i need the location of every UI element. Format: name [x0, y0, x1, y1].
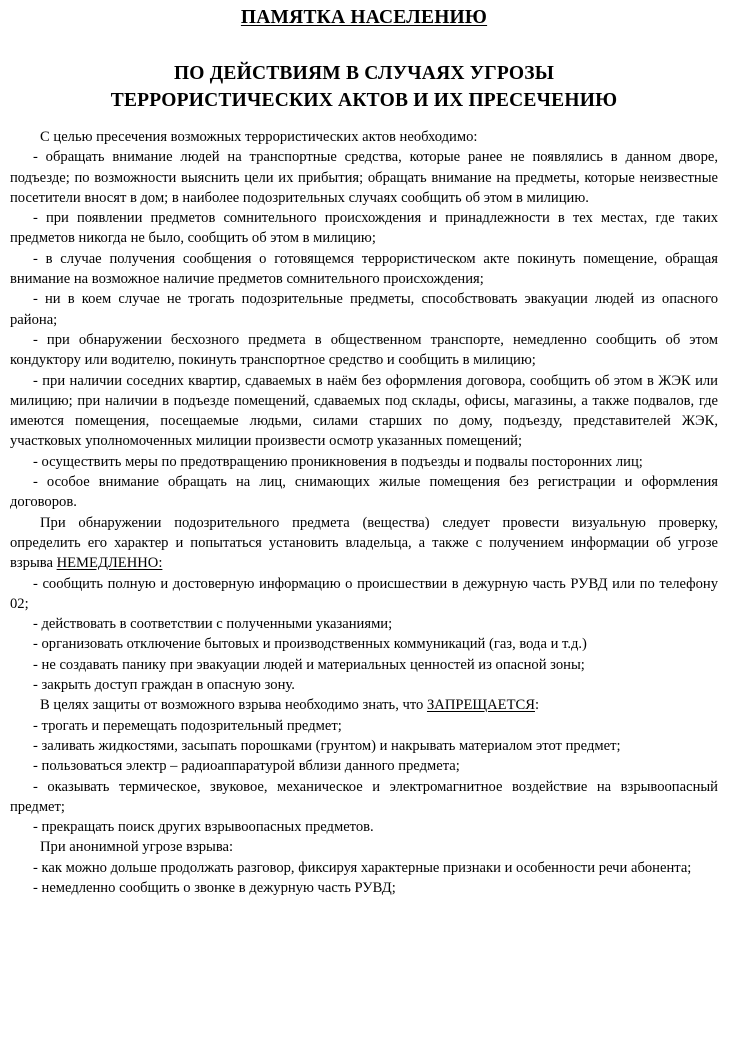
list-item: - ни в коем случае не трогать подозрительные предметы, способствовать эвакуации людей из опасного района; — [10, 291, 718, 328]
suspicious-object-text: При обнаружении подозрительного предмета (вещества) следует провести визуальную проверку, определить его характер и попытаться установить владельца, а также с получением информации об угрозе взрыва — [10, 514, 718, 572]
prohibited-text: В целях защиты от возможного взрыва необходимо знать, что — [40, 697, 427, 714]
list-item: - заливать жидкостями, засыпать порошками (грунтом) и накрывать материалом этот предмет; — [33, 737, 621, 754]
list-item: - прекращать поиск других взрывоопасных предметов. — [33, 819, 374, 836]
subtitle-line-1: ПО ДЕЙСТВИЯМ В СЛУЧАЯХ УГРОЗЫ — [173, 63, 555, 84]
prohibited-paragraph — [10, 695, 718, 715]
document-subtitle — [10, 60, 718, 114]
subtitle-line-2: ТЕРРОРИСТИЧЕСКИХ АКТОВ И ИХ ПРЕСЕЧЕНИЮ — [110, 90, 618, 111]
list-item: - обращать внимание людей на транспортные средства, которые ранее не появлялись в данном дворе, подъезде; по возможности выяснить цели их прибытия; обращать внимание на предметы, которые неизвестные посетители вносят в дом; в наиболее подозрительных случаях сообщить об этом в милицию. — [10, 149, 718, 206]
list-item: - сообщить полную и достоверную информацию о происшествии в дежурную часть РУВД или по телефону 02; — [10, 575, 718, 612]
list-item: - закрыть доступ граждан в опасную зону. — [33, 677, 295, 694]
document-body — [10, 127, 718, 898]
list-item: - осуществить меры по предотвращению проникновения в подъезды и подвалы посторонних лиц; — [33, 453, 643, 470]
list-item: - трогать и перемещать подозрительный предмет; — [33, 717, 342, 734]
list-item: - особое внимание обращать на лиц, снимающих жилые помещения без регистрации и оформления договоров. — [10, 474, 718, 511]
list-item: - в случае получения сообщения о готовящемся террористическом акте покинуть помещение, обращая внимание на возможное наличие предметов сомнительного происхождения; — [10, 250, 718, 288]
prohibited-colon: : — [534, 697, 540, 714]
list-item: - организовать отключение бытовых и производственных коммуникаций (газ, вода и т.д.) — [33, 636, 587, 653]
document-title: ПАМЯТКА НАСЕЛЕНИЮ — [240, 7, 488, 28]
suspicious-object-paragraph — [10, 513, 718, 574]
immediately-emphasis: НЕМЕДЛЕННО: — [56, 555, 163, 572]
list-item: - как можно дольше продолжать разговор, фиксируя характерные признаки и особенности речи абонента; — [33, 859, 692, 876]
list-item: - немедленно сообщить о звонке в дежурную часть РУВД; — [33, 879, 396, 896]
intro-paragraph: С целью пресечения возможных террористических актов необходимо: — [40, 129, 478, 145]
list-item: - пользоваться электр – радиоаппаратурой вблизи данного предмета; — [33, 758, 460, 775]
list-item: - действовать в соответствии с полученными указаниями; — [33, 616, 393, 633]
anonymous-threat-paragraph: При анонимной угрозе взрыва: — [40, 839, 234, 856]
list-item: - при наличии соседних квартир, сдаваемых в наём без оформления договора, сообщить об этом в ЖЭК или милицию; при наличии в подъезде помещений, сдаваемых под склады, офисы, магазины, а также подвалов, где имеются помещения, посещаемые людьми, силами старших по дому, подъезду, представителей ЖЭК, участковых уполномоченных милиции произвести осмотр указанных помещений; — [10, 372, 718, 450]
list-item: - при обнаружении бесхозного предмета в общественном транспорте, немедленно сообщить об этом кондуктору или водителю, покинуть транспортное средство и сообщить в милицию; — [10, 331, 718, 369]
list-item: - оказывать термическое, звуковое, механическое и электромагнитное воздействие на взрывоопасный предмет; — [10, 778, 718, 815]
list-item: - не создавать панику при эвакуации людей и материальных ценностей из опасной зоны; — [33, 656, 585, 673]
list-item: - при появлении предметов сомнительного происхождения и принадлежности в тех местах, где таких предметов никогда не было, сообщить об этом в милицию; — [10, 210, 718, 247]
prohibited-emphasis: ЗАПРЕЩАЕТСЯ — [426, 697, 535, 714]
